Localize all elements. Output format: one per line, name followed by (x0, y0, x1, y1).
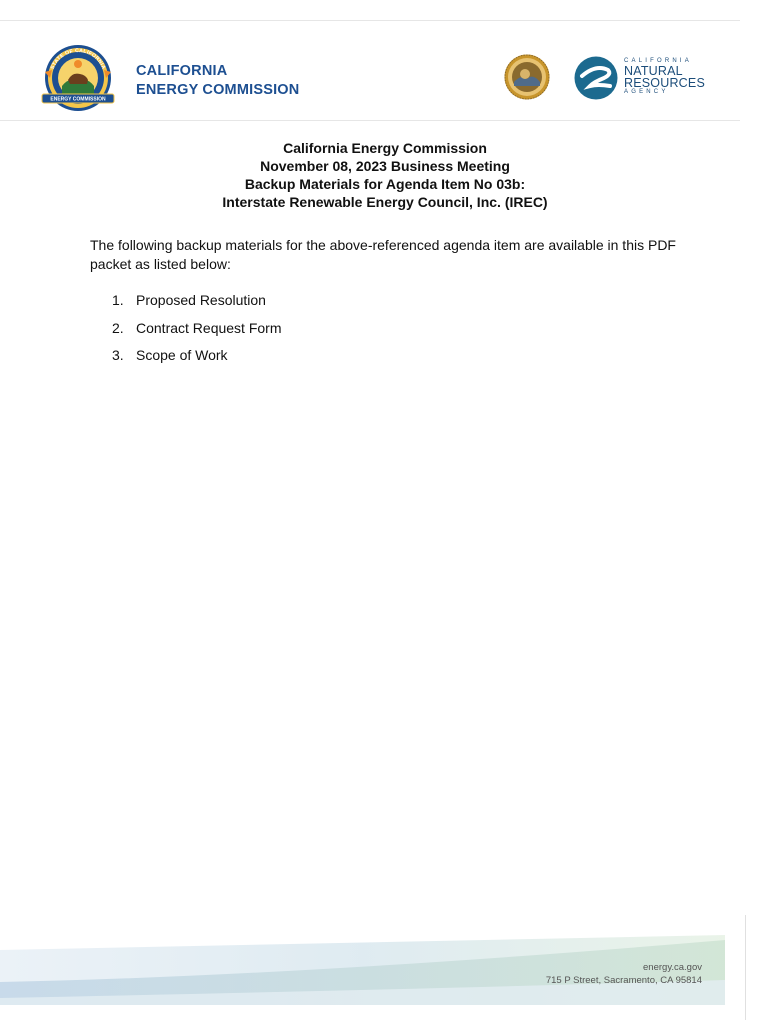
list-item-label: Contract Request Form (136, 319, 282, 336)
title-line-3: Backup Materials for Agenda Item No 03b: (244, 176, 526, 192)
cec-wordmark-line-1: CALIFORNIA (136, 63, 228, 79)
cec-wordmark-line-2: ENERGY COMMISSION (136, 82, 300, 98)
header-bottom-rule (0, 120, 740, 121)
document-title (0, 139, 770, 211)
header-top-rule (0, 20, 740, 21)
page-edge-rule (745, 915, 746, 1020)
footer-website: energy.ca.gov (643, 962, 702, 973)
cnra-logo-line-1: CALIFORNIA (624, 58, 693, 64)
list-item-label: Proposed Resolution (136, 292, 266, 308)
cnra-logo-icon (574, 56, 618, 100)
footer-contact (546, 961, 702, 987)
list-item (112, 345, 282, 373)
cnra-logo-text (624, 58, 705, 96)
cec-wordmark (136, 62, 299, 100)
cec-seal-banner-text: ENERGY COMMISSION (50, 96, 106, 103)
cnra-logo-line-3: RESOURCES (624, 76, 705, 90)
list-item-number: 3. (112, 347, 124, 363)
title-line-1: California Energy Commission (283, 140, 487, 156)
list-item-number: 2. (112, 319, 124, 336)
list-item-number: 1. (112, 292, 124, 308)
list-item-label: Scope of Work (136, 347, 228, 363)
cec-seal-top-text: STATE OF CALIFORNIA (49, 47, 107, 71)
list-item (112, 290, 282, 318)
cnra-logo-line-4: AGENCY (624, 89, 669, 95)
list-item (112, 318, 282, 346)
footer-address: 715 P Street, Sacramento, CA 95814 (545, 975, 702, 986)
intro-paragraph: The following backup materials for the above-referenced agenda item are available in this PDF packet as listed below: (90, 237, 676, 272)
title-line-4: Interstate Renewable Energy Council, Inc. (IREC) (222, 194, 548, 210)
cec-seal-logo (40, 42, 116, 112)
materials-list (112, 290, 282, 373)
title-line-2: November 08, 2023 Business Meeting (260, 158, 510, 174)
cnra-logo-line-2: NATURAL (624, 64, 683, 78)
state-seal-icon (504, 54, 550, 100)
